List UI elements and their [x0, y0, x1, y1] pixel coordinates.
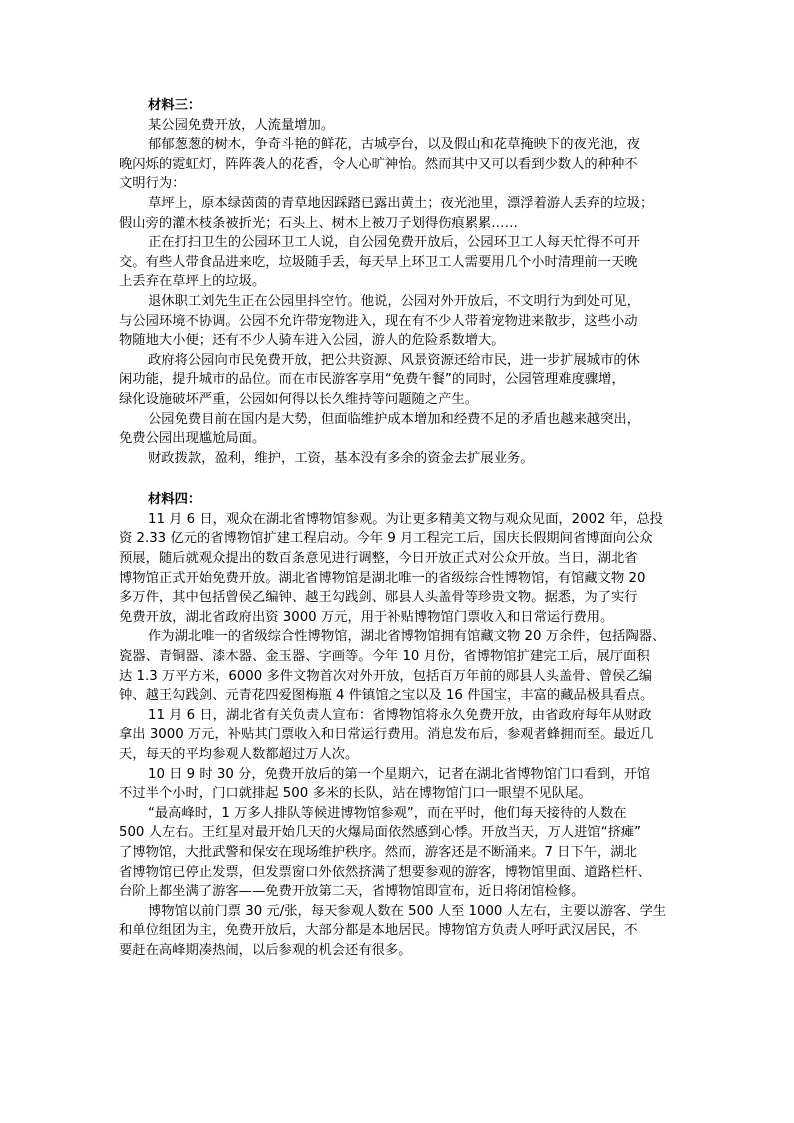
- section-gap: [119, 468, 675, 490]
- paragraph-line: 绿化设施破坏严重，公园如何得以长久维持等问题随之产生。: [119, 391, 479, 407]
- paragraph-line: 拿出 3000 万元，补贴其门票收入和日常运行费用。消息发布后，参观者蜂拥而至。最近几: [119, 727, 654, 743]
- paragraph-line: 郁郁葱葱的树木，争奇斗艳的鲜花，古城亭台，以及假山和花草掩映下的夜光池，夜: [148, 137, 640, 153]
- paragraph-line: 与公园环境不协调。公园不允许带宠物进入，现在有不少人带着宠物进来散步，这些小动: [119, 313, 638, 329]
- paragraph-line: 省博物馆已停止发票，但发票窗口外依然挤满了想要参观的游客，博物馆里面、道路栏杆、: [119, 864, 651, 880]
- paragraph-line: 资 2.33 亿元的省博物馆扩建工程启动。今年 9 月工程完工后，国庆长假期间省博面向公众: [119, 531, 653, 547]
- paragraph-line: 草坪上，原本绿茵茵的青草地因踩踏已露出黄土；夜光池里，漂浮着游人丢弃的垃圾；: [148, 195, 654, 211]
- paragraph-line: 500 人左右。王红星对最开始几天的火爆局面依然感到心悸。开放当天，万人进馆“挤瘫”: [119, 825, 642, 841]
- paragraph-line: 假山旁的灌木枝条被折光；石头上、树木上被刀子划得伤痕累累……: [119, 215, 518, 231]
- section-material-4-body: [119, 510, 675, 961]
- paragraph-line: 博物馆以前门票 30 元/张，每天参观人数在 500 人至 1000 人左右，主要以游客、学生: [148, 903, 667, 919]
- paragraph-line: 晚闪烁的霓虹灯，阵阵袭人的花香，令人心旷神怡。然而其中又可以看到少数人的种种不: [119, 156, 638, 172]
- paragraph-line: 免费公园出现尴尬局面。: [119, 431, 266, 447]
- paragraph-line: 10 日 9 时 30 分，免费开放后的第一个星期六，记者在湖北省博物馆门口看到，开馆: [148, 766, 651, 782]
- paragraph-line: 政府将公园向市民免费开放，把公共资源、风景资源还给市民，进一步扩展城市的休: [148, 352, 640, 368]
- document-page: [119, 96, 675, 961]
- paragraph-line: 了博物馆，大批武警和保安在现场维护秩序。然而，游客还是不断涌来。7 日下午，湖北: [119, 844, 637, 860]
- paragraph-line: 交。有些人带食品进来吃，垃圾随手丢，每天早上环卫工人需要用几个小时清理前一天晚: [119, 254, 638, 270]
- paragraph-line: 和单位组团为主，免费开放后，大部分都是本地居民。博物馆方负责人呼吁武汉居民，不: [119, 923, 638, 939]
- paragraph-line: 11 月 6 日，观众在湖北省博物馆参观。为让更多精美文物与观众见面，2002 年，总投: [148, 511, 663, 527]
- paragraph-line: 物随地大小便；还有不少人骑车进入公园，游人的危险系数增大。: [119, 333, 505, 349]
- paragraph-line: 上丢弃在草坪上的垃圾。: [119, 274, 266, 290]
- section-material-3-body: [119, 116, 675, 469]
- paragraph-line: 多万件，其中包括曾侯乙编钟、越王勾践剑、郧县人头盖骨等珍贵文物。据悉，为了实行: [119, 590, 638, 606]
- paragraph-line: 某公园免费开放，人流量增加。: [148, 117, 335, 133]
- paragraph-line: 财政拨款，盈利，维护，工资，基本没有多余的资金去扩展业务。: [148, 450, 534, 466]
- paragraph-line: 要赶在高峰期凑热闹，以后参观的机会还有很多。: [119, 942, 412, 958]
- paragraph-line: 博物馆正式开始免费开放。湖北省博物馆是湖北唯一的省级综合性博物馆，有馆藏文物 20: [119, 570, 646, 586]
- section-heading-material-3: 材料三：: [148, 98, 202, 113]
- paragraph-line: 正在打扫卫生的公园环卫工人说，自公园免费开放后，公园环卫工人每天忙得不可开: [148, 235, 640, 251]
- paragraph-line: 11 月 6 日，湖北省有关负责人宣布：省博物馆将永久免费开放，由省政府每年从财政: [148, 707, 652, 723]
- paragraph-line: 闲功能，提升城市的品位。而在市民游客享用“免费午餐”的同时，公园管理难度骤增，: [119, 372, 625, 388]
- section-heading-material-4: 材料四：: [148, 492, 202, 508]
- paragraph-line: 达 1.3 万平方米，6000 多件文物首次对外开放，包括百万年前的郧县人头盖骨、曾侯乙编: [119, 668, 653, 684]
- paragraph-line: 公园免费目前在国内是大势，但面临维护成本增加和经费不足的矛盾也越来越突出，: [148, 411, 640, 427]
- paragraph-line: 退休职工刘先生正在公园里抖空竹。他说，公园对外开放后，不文明行为到处可见，: [148, 293, 640, 309]
- paragraph-line: 瓷器、青铜器、漆木器、金玉器、字画等。今年 10 月份，省博物馆扩建完工后，展厅面积: [119, 649, 650, 665]
- paragraph-line: 钟、越王勾践剑、元青花四爱图梅瓶 4 件镇馆之宝以及 16 件国宝，丰富的藏品极具看点。: [119, 688, 654, 704]
- paragraph-line: 预展，随后就观众提出的数百条意见进行调整，今日开放正式对公众开放。当日，湖北省: [119, 551, 638, 567]
- paragraph-line: “最高峰时，1 万多人排队等候进博物馆参观”，而在平时，他们每天接待的人数在: [148, 805, 627, 821]
- paragraph-line: 台阶上都坐满了游客——免费开放第二天，省博物馆即宣布，近日将闭馆检修。: [119, 884, 585, 900]
- paragraph-line: 免费开放，湖北省政府出资 3000 万元，用于补贴博物馆门票收入和日常运行费用。: [119, 609, 614, 625]
- paragraph-line: 天，每天的平均参观人数都超过万人次。: [119, 747, 359, 762]
- paragraph-line: 不过半个小时，门口就排起 500 多米的长队，站在博物馆门口一眼望不见队尾。: [119, 786, 592, 802]
- paragraph-line: 文明行为：: [119, 176, 186, 192]
- paragraph-line: 作为湖北唯一的省级综合性博物馆，湖北省博物馆拥有馆藏文物 20 万余件，包括陶器、: [148, 629, 666, 645]
